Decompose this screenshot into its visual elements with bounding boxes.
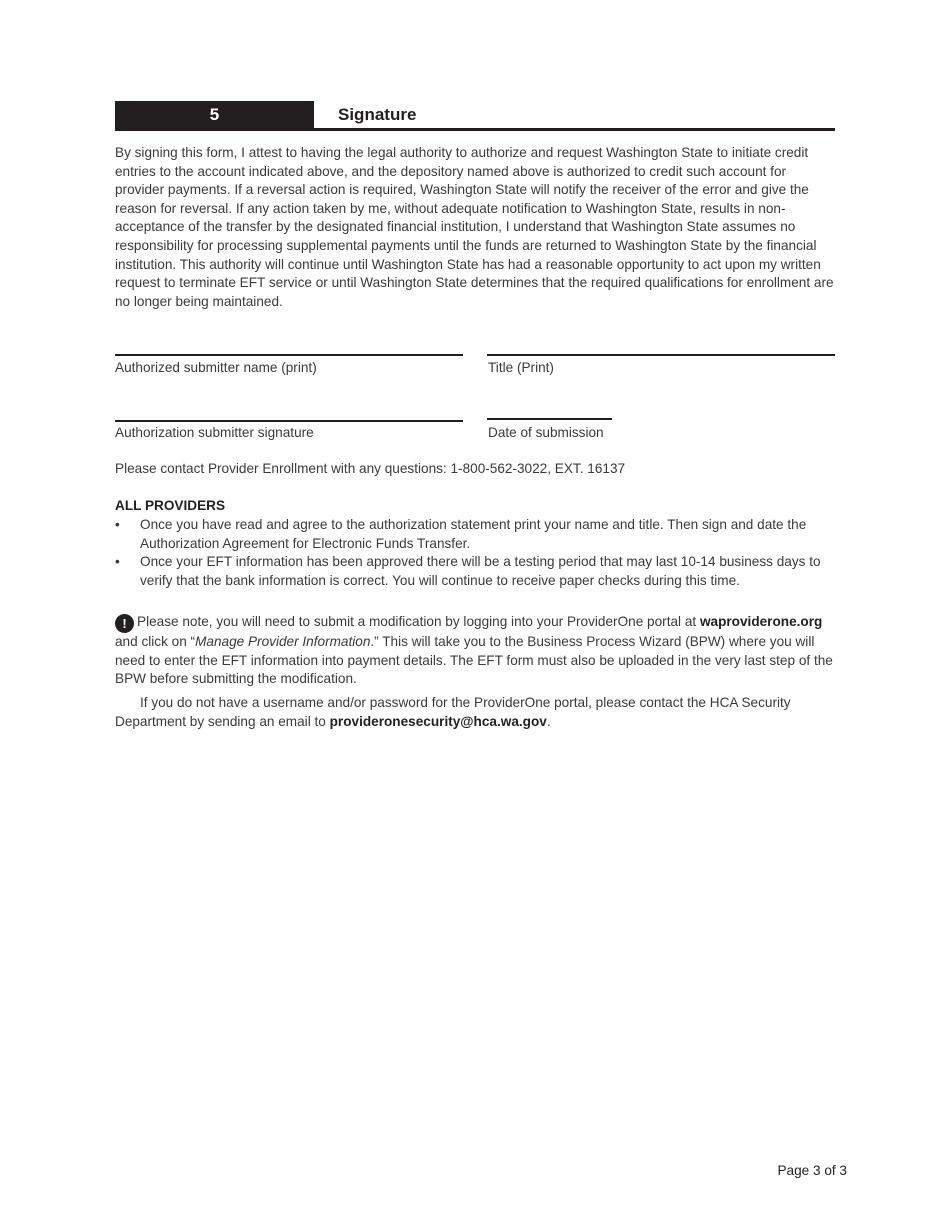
exclamation-icon: ! [115,614,134,633]
portal-link[interactable]: waproviderone.org [699,614,823,629]
list-item: • Once you have read and agree to the authorization statement print your name and title. Then sign and date the Authorization Agreement for Electronic Funds Transfer. [115,517,807,551]
manage-provider-info-text: Manage Provider Information [195,634,371,649]
followup-text: If you do not have a username and/or password for the ProviderOne portal, please contact the HCA Security Department by sending an email to [115,695,791,729]
date-line[interactable] [487,418,612,420]
all-providers-heading: ALL PROVIDERS [115,498,226,513]
note-text-3: .” This will take you to the Business Process Wizard (BPW) where you will need to enter the EFT information into payment details. The EFT form must also be uploaded in the very last step of the BPW before submitting the modification. [115,634,833,687]
contact-info: Please contact Provider Enrollment with any questions: 1-800-562-3022, EXT. 16137 [115,461,626,476]
bullet-icon: • [115,517,120,532]
name-signature-line[interactable] [115,354,463,356]
followup-end: . [546,713,551,729]
all-providers-list [115,516,835,590]
modification-note [115,613,835,689]
page-number: Page 3 of 3 [777,1163,847,1178]
name-label: Authorized submitter name (print) [115,360,317,375]
signature-line[interactable] [115,420,463,422]
section-header [115,101,835,131]
note-text-1: Please note, you will need to submit a modification by logging into your ProviderOne portal at [137,614,697,629]
section-number: 5 [115,101,314,128]
list-item: • Once your EFT information has been approved there will be a testing period that may last 10-14 business days to verify that the bank information is correct. You will continue to receive paper checks during this time. [115,554,821,588]
bullet-icon: • [115,554,120,570]
title-label: Title (Print) [488,360,554,375]
section-title: Signature [338,105,417,124]
security-contact-paragraph [115,694,835,731]
security-email-link[interactable]: provideronesecurity@hca.wa.gov [329,713,547,729]
authorization-statement: By signing this form, I attest to having the legal authority to authorize and request Washington State to initiate credit entries to the account indicated above, and the depository named above is authorized to credit such account for provider payments. If a reversal action is required, Washington State will notify the receiver of the error and give the reason for reversal. If any action taken by me, without adequate notification to Washington State, results in non-acceptance of the transfer by the designated financial institution, I understand that Washington State assumes no responsibility for processing supplemental payments until the funds are returned to Washington State by the financial institution. This authority will continue until Washington State has had a reasonable opportunity to act upon my written request to terminate EFT service or until Washington State determines that the required qualifications for enrollment are no longer being maintained. [115,145,834,309]
title-signature-line[interactable] [487,354,835,356]
signature-label: Authorization submitter signature [115,425,314,440]
date-label: Date of submission [488,425,604,440]
note-text-2: and click on “ [115,634,196,649]
